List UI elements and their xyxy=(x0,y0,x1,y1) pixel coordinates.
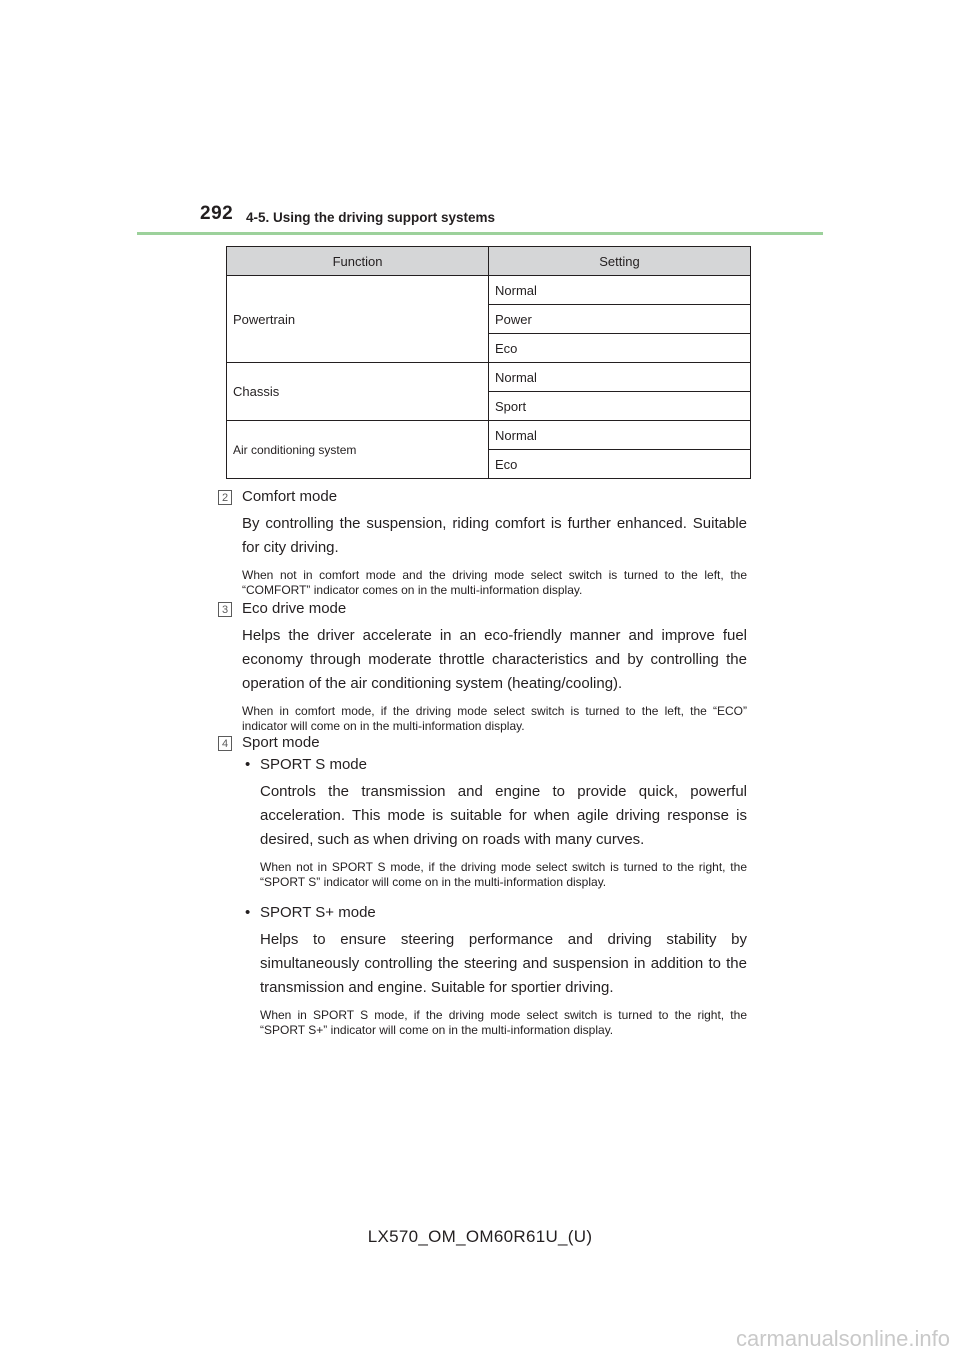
item-title: Sport mode xyxy=(242,734,320,751)
subitem-title-text: SPORT S mode xyxy=(260,756,367,773)
table-row xyxy=(227,363,751,392)
setting-cell: Power xyxy=(489,305,751,334)
header-rule xyxy=(137,232,823,235)
eco-drive-mode-section xyxy=(242,598,747,734)
subitem-title xyxy=(242,754,747,776)
table-row xyxy=(227,276,751,305)
setting-cell: Eco xyxy=(489,450,751,479)
column-header-setting: Setting xyxy=(489,247,751,276)
subitem-content xyxy=(242,780,747,890)
setting-cell: Normal xyxy=(489,276,751,305)
item-body: By controlling the suspension, riding comfort is further enhanced. Suitable for city driving. xyxy=(242,515,747,556)
function-cell: Powertrain xyxy=(227,276,489,363)
table-row xyxy=(227,421,751,450)
page-number: 292 xyxy=(200,203,234,224)
item-number-badge: 4 xyxy=(218,736,232,751)
item-title: Eco drive mode xyxy=(242,600,347,617)
subitem-title-text: SPORT S+ mode xyxy=(260,904,376,921)
item-number-badge: 3 xyxy=(218,602,232,617)
setting-cell: Eco xyxy=(489,334,751,363)
bullet-icon: • xyxy=(245,756,251,773)
setting-cell: Normal xyxy=(489,421,751,450)
item-body: Helps the driver accelerate in an eco-friendly manner and improve fuel economy through moderate throttle characteristics and by controlling the operation of the air conditioning system (heating/cooling). xyxy=(242,627,747,692)
comfort-mode-section xyxy=(242,486,747,598)
settings-table xyxy=(226,246,751,479)
column-header-function: Function xyxy=(227,247,489,276)
table-header-row xyxy=(227,247,751,276)
item-title: Comfort mode xyxy=(242,488,338,505)
section-title: 4-5. Using the driving support systems xyxy=(246,210,496,225)
item-note: When in SPORT S mode, if the driving mode select switch is turned to the right, the “SPORT S+” indicator will come on in the multi-information display. xyxy=(260,1008,747,1037)
sport-s-plus-subitem xyxy=(242,902,747,1038)
document-code-footer: LX570_OM_OM60R61U_(U) xyxy=(367,1227,593,1246)
function-cell: Air conditioning system xyxy=(227,421,489,479)
sport-mode-section xyxy=(242,732,747,1038)
item-number-badge: 2 xyxy=(218,490,232,505)
item-body: Controls the transmission and engine to provide quick, powerful acceleration. This mode is suitable for when agile driving response is desired, such as when driving on roads with many curves. xyxy=(260,783,747,848)
item-note: When not in SPORT S mode, if the driving mode select switch is turned to the right, the “SPORT S” indicator will come on in the multi-information display. xyxy=(260,860,747,889)
sport-s-subitem xyxy=(242,754,747,890)
setting-cell: Normal xyxy=(489,363,751,392)
watermark: carmanualsonline.info xyxy=(735,1326,950,1351)
subitem-content xyxy=(242,928,747,1038)
item-note: When in comfort mode, if the driving mode select switch is turned to the left, the “ECO” indicator will come on in the multi-information display. xyxy=(242,704,747,733)
subitem-title xyxy=(242,902,747,924)
bullet-icon: • xyxy=(245,904,251,921)
function-cell: Chassis xyxy=(227,363,489,421)
item-body: Helps to ensure steering performance and driving stability by simultaneously controlling the steering and suspension in addition to the transmission and engine. Suitable for sportier driving. xyxy=(260,931,747,996)
item-note: When not in comfort mode and the driving mode select switch is turned to the left, the “COMFORT” indicator comes on in the multi-information display. xyxy=(242,568,747,597)
setting-cell: Sport xyxy=(489,392,751,421)
